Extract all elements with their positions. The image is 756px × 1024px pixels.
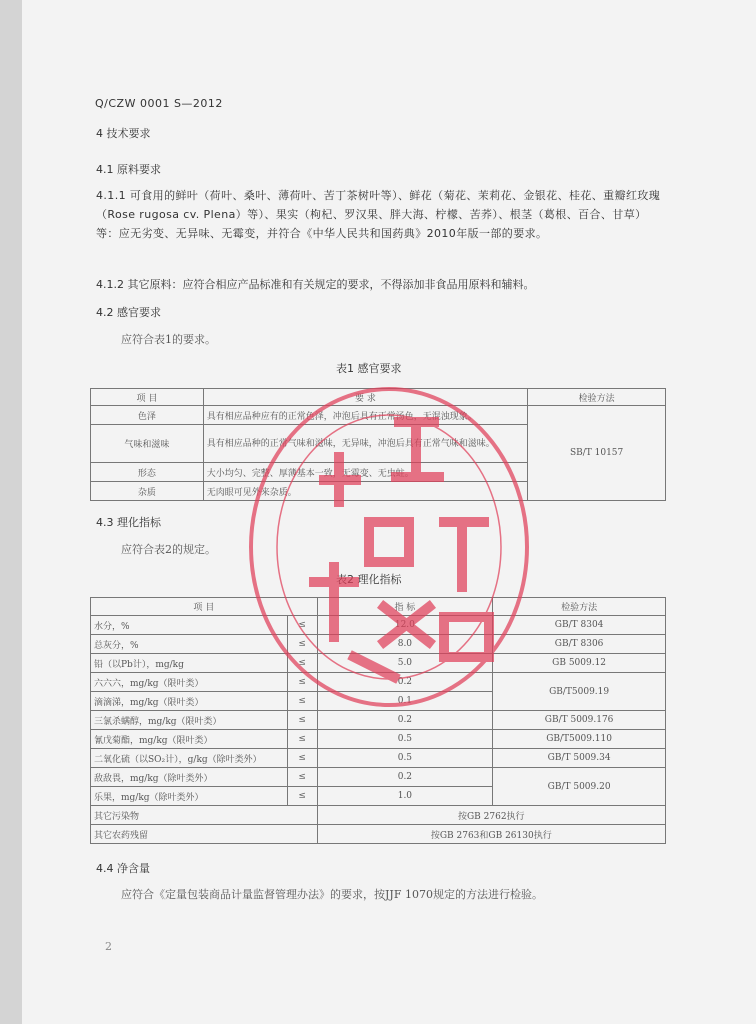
le-symbol: ≤ [287,768,317,787]
paragraph-4-1-2: 4.1.2 其它原料：应符合相应产品标准和有关规定的要求，不得添加非食品用原料和辅料。 [96,278,535,291]
table2-cell-value: 按GB 2762执行 [317,806,665,825]
table1-cell-item: 色泽 [91,406,204,425]
le-symbol: ≤ [287,787,317,806]
standard-code: Q/CZW 0001 S—2012 [95,97,223,110]
table1-cell-req: 具有相应品种应有的正常色泽，冲泡后具有正常汤色，无混浊现象。 [203,406,527,425]
table2-cell-item: 三氯杀螨醇，mg/kg（限叶类） [91,711,288,730]
le-symbol: ≤ [287,635,317,654]
section-4-3-title: 4.3 理化指标 [96,516,161,529]
le-symbol: ≤ [287,730,317,749]
table2-cell-method: GB/T5009.19 [493,673,666,711]
table2-cell-method: GB 5009.12 [493,654,666,673]
table2-cell-value: 0.2 [317,768,493,787]
table2-cell-value: 1.0 [317,787,493,806]
table2-cell-value: 按GB 2763和GB 26130执行 [317,825,665,844]
le-symbol: ≤ [287,616,317,635]
table2-header-value: 指 标 [317,598,493,616]
table1-cell-req: 大小均匀、完整、厚薄基本一致，无霉变、无虫蛀。 [203,463,527,482]
table2-header-item: 项 目 [91,598,318,616]
table2-cell-item: 氰戊菊酯，mg/kg（限叶类） [91,730,288,749]
le-symbol: ≤ [287,692,317,711]
table2-cell-value: 8.0 [317,635,493,654]
table1-cell-item: 气味和滋味 [91,425,204,463]
table1-header-item: 项 目 [91,389,204,406]
table1-cell-item: 形态 [91,463,204,482]
table1-caption: 表1 感官要求 [336,362,402,375]
table2-cell-method: GB/T 8304 [493,616,666,635]
table2-caption: 表2 理化指标 [336,573,402,586]
table2-physicochemical [90,597,666,844]
section-4-2-title: 4.2 感官要求 [96,306,161,319]
paragraph-4-1-1: 4.1.1 可食用的鲜叶（荷叶、桑叶、薄荷叶、苦丁茶树叶等）、鲜花（菊花、茉莉花、金银花、桂花、重瓣红玫瑰（Rose rugosa cv. Plena）等）、果实（枸杞、罗汉果、胖大海、柠檬、苦荞）、根茎（葛根、百合、甘草）等：应无劣变、无异味、无霉变，并符合《中华人民共和国药典》2010年版一部的要求。 [96,189,661,240]
table2-cell-method: GB/T5009.110 [493,730,666,749]
table2-header-method: 检验方法 [493,598,666,616]
table1-header-req: 要 求 [203,389,527,406]
le-symbol: ≤ [287,654,317,673]
table1-cell-method: SB/T 10157 [528,406,666,501]
table1-cell-item: 杂质 [91,482,204,501]
table2-cell-item: 乐果，mg/kg（除叶类外） [91,787,288,806]
table1-sensory [90,388,666,501]
table2-cell-item: 二氧化硫（以SO₂计），g/kg（除叶类外） [91,749,288,768]
table1-cell-req: 具有相应品种的正常气味和滋味，无异味，冲泡后具有正常气味和滋味。 [203,425,527,463]
table2-cell-method: GB/T 5009.176 [493,711,666,730]
table2-cell-item: 其它污染物 [91,806,318,825]
section-4-1-title: 4.1 原料要求 [96,163,161,176]
table2-cell-item: 铅（以Pb计），mg/kg [91,654,288,673]
table1-header-method: 检验方法 [528,389,666,406]
section-4-2-text: 应符合表1的要求。 [121,333,216,346]
le-symbol: ≤ [287,749,317,768]
table2-cell-value: 12.0 [317,616,493,635]
table2-cell-value: 0.5 [317,730,493,749]
table2-cell-item: 滴滴涕，mg/kg（限叶类） [91,692,288,711]
le-symbol: ≤ [287,673,317,692]
table2-cell-item: 水分，% [91,616,288,635]
table2-cell-value: 0.5 [317,749,493,768]
table2-cell-item: 六六六，mg/kg（限叶类） [91,673,288,692]
table2-cell-method: GB/T 5009.20 [493,768,666,806]
table1-cell-req: 无肉眼可见外来杂质。 [203,482,527,501]
le-symbol: ≤ [287,711,317,730]
table2-cell-value: 5.0 [317,654,493,673]
section-4-4-text: 应符合《定量包装商品计量监督管理办法》的要求，按JJF 1070规定的方法进行检验。 [121,888,543,901]
table2-cell-method: GB/T 5009.34 [493,749,666,768]
section-4-3-text: 应符合表2的规定。 [121,543,216,556]
table2-cell-method: GB/T 8306 [493,635,666,654]
table2-cell-value: 0.2 [317,673,493,692]
section-4-4-title: 4.4 净含量 [96,862,150,875]
table2-cell-value: 0.1 [317,692,493,711]
table2-cell-item: 敌敌畏，mg/kg（除叶类外） [91,768,288,787]
table2-cell-item: 其它农药残留 [91,825,318,844]
table2-cell-value: 0.2 [317,711,493,730]
page-number: 2 [105,940,112,953]
section-4-title: 4 技术要求 [96,127,151,140]
table2-cell-item: 总灰分，% [91,635,288,654]
